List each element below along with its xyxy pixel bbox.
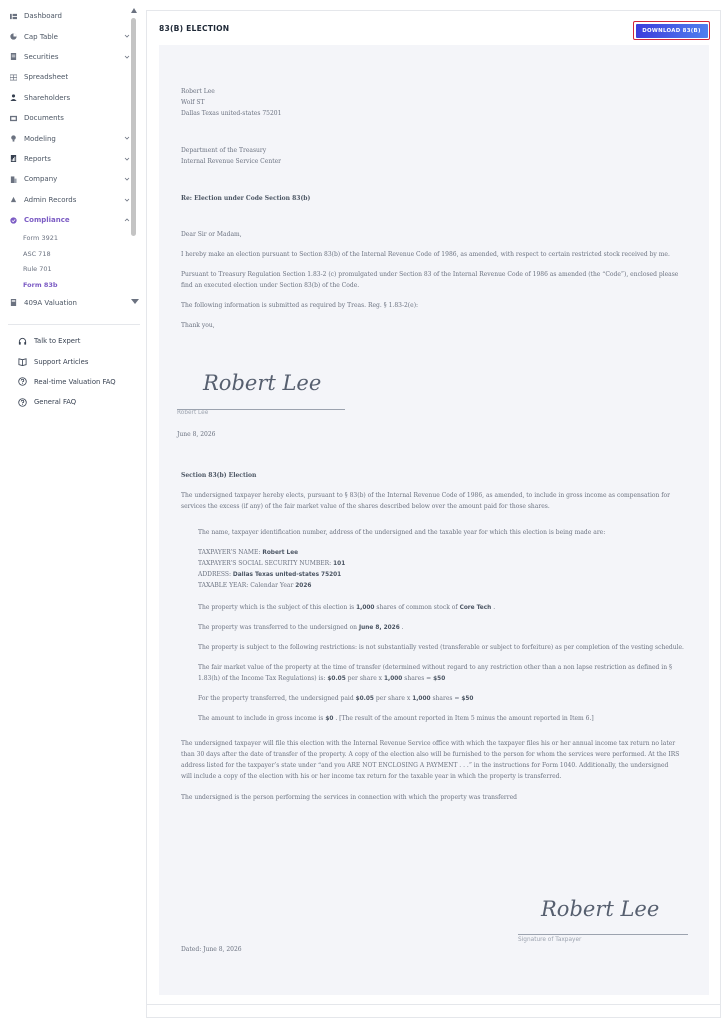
transfer-date: June 8, 2026 (358, 625, 400, 631)
sidebar-item-409a-valuation[interactable] (0, 293, 140, 313)
taxpayer-address-label: ADDRESS: (198, 571, 231, 578)
sender-street: Wolf ST (181, 99, 205, 106)
sidebar (0, 0, 140, 1024)
sidebar-subitem-form-3921[interactable]: Form 3921 (23, 234, 58, 243)
fmv-shares: 1,000 (383, 676, 403, 682)
help-item-support-articles[interactable] (0, 351, 140, 371)
election-item-4: The property is subject to the following restrictions: is not substantially vested (transferable or subject to forfeiture) as per completion of the vesting schedule. (198, 644, 684, 651)
sidebar-item-label: Modeling (24, 134, 56, 143)
per-share-text: per share x (375, 695, 411, 702)
election-item-5-line-2 (198, 674, 445, 685)
sender-city: Dallas Texas united-states 75201 (181, 110, 282, 117)
election-item-3 (198, 623, 404, 634)
sidebar-item-modeling[interactable] (0, 128, 140, 148)
page-title: 83(B) ELECTION (159, 24, 230, 33)
per-share-text: per share x (347, 675, 383, 682)
election-panel (146, 10, 721, 1018)
dashboard-icon (10, 13, 17, 20)
sidebar-item-label: Documents (24, 114, 64, 123)
taxable-year-label: TAXABLE YEAR: Calendar Year (198, 582, 294, 589)
taxpayer-ssn-value: 101 (333, 561, 346, 567)
scroll-down-icon[interactable] (131, 299, 139, 304)
sidebar-item-label: Reports (24, 154, 51, 163)
sidebar-item-dashboard[interactable] (0, 6, 140, 26)
letter-subject: Re: Election under Code Section 83(b) (181, 195, 311, 202)
taxpayer-name-value: Robert Lee (262, 550, 299, 556)
compliance-icon (10, 217, 17, 224)
admin-icon (10, 196, 17, 203)
folder-icon (10, 115, 17, 122)
sidebar-item-label: Shareholders (24, 93, 71, 102)
share-count: 1,000 (356, 605, 375, 611)
letter-paragraph-2-line-2: find an executed election under Section 83(b) of the Code. (181, 282, 360, 289)
sidebar-item-label: Cap Table (24, 32, 58, 41)
letter-date: June 8, 2026 (177, 431, 216, 438)
chevron-down-icon (124, 135, 130, 141)
election-item-7 (198, 714, 594, 725)
scrollbar-thumb[interactable] (131, 18, 136, 236)
help-links (0, 331, 140, 413)
paid-price: $0.05 (355, 696, 374, 702)
signed-name: Robert Lee (177, 410, 209, 416)
help-circle-icon (18, 377, 27, 386)
election-document (159, 45, 709, 995)
taxpayer-ssn-label: TAXPAYER’S SOCIAL SECURITY NUMBER: (198, 560, 332, 567)
panel-footer-divider (147, 1004, 720, 1005)
taxpayer-name-label: TAXPAYER’S NAME: (198, 549, 261, 556)
company-name: Core Tech (459, 605, 492, 611)
letter-paragraph-1: I hereby make an election pursuant to Section 83(b) of the Internal Revenue Code of 1986, as amended, with respect to certain restricted stock received by me. (181, 251, 670, 258)
recipient-line-2: Internal Revenue Service Center (181, 158, 282, 165)
election-intro-line-2: services the excess (if any) of the fair market value of the shares described below over the amount paid for those shares. (181, 503, 550, 510)
taxpayer-signature-line (518, 934, 688, 935)
taxpayer-address-row (198, 570, 341, 581)
chevron-down-icon (124, 54, 130, 60)
filing-line-1: The undersigned taxpayer will file this election with the Internal Revenue Service office with which the taxpayer files his or her annual income tax return no later (181, 740, 676, 747)
item-3-text: The property was transferred to the undersigned on (198, 624, 358, 631)
download-83b-label: DOWNLOAD 83(B) (636, 24, 708, 38)
sidebar-item-label: Securities (24, 52, 59, 61)
item-7-text: The amount to include in gross income is (198, 715, 324, 722)
election-item-1: The name, taxpayer identification number, address of the undersigned and the taxable year for which this election is being made are: (198, 529, 606, 536)
shares-equals-text: shares = (432, 695, 460, 702)
sidebar-nav (0, 6, 140, 313)
letter-closing: Thank you, (181, 322, 215, 329)
book-icon (18, 357, 27, 366)
letter-paragraph-3: The following information is submitted as required by Treas. Reg. § 1.83-2(e): (181, 302, 419, 309)
salutation: Dear Sir or Madam, (181, 231, 242, 238)
paid-shares: 1,000 (412, 696, 431, 702)
document-icon (10, 53, 17, 60)
fmv-total: $50 (433, 676, 446, 682)
item-3-text-end: . (401, 624, 404, 631)
item-6-text: For the property transferred, the undersigned paid (198, 695, 354, 702)
election-heading: Section 83(b) Election (181, 472, 257, 479)
sidebar-item-label: Compliance (24, 216, 70, 225)
person-performing-line: The undersigned is the person performing the services in connection with which the property was transferred (181, 794, 518, 801)
report-icon (10, 155, 17, 162)
fmv-price: $0.05 (327, 676, 346, 682)
taxpayer-ssn-row (198, 559, 345, 570)
sidebar-item-label: Company (24, 175, 58, 184)
chevron-down-icon (124, 176, 130, 182)
item-2-text: The property which is the subject of this election is (198, 604, 355, 611)
item-5-text: 1.83(h) of the Income Tax Regulations) is: (198, 675, 326, 682)
taxpayer-name-row (198, 548, 298, 559)
sender-name: Robert Lee (181, 88, 215, 95)
taxable-year-value: 2026 (295, 583, 312, 589)
paid-total: $50 (461, 696, 474, 702)
item-2-text-mid: shares of common stock of (376, 604, 458, 611)
chevron-down-icon (124, 156, 130, 162)
taxpayer-signature: Robert Lee (541, 897, 660, 921)
download-83b-button[interactable] (633, 21, 710, 40)
gross-income-amount: $0 (325, 716, 334, 722)
sidebar-item-label: 409A Valuation (24, 298, 77, 307)
item-7-text-end: . [The result of the amount reported in Item 5 minus the amount reported in Item 6.] (335, 715, 594, 722)
letter-paragraph-2-line-1: Pursuant to Treasury Regulation Section 1.83-2 (c) promulgated under Section 83 of the Internal Revenue Code of 1986 as amended (the “Code”), enclosed please (181, 271, 679, 278)
item-2-text-end: . (493, 604, 496, 611)
dated-line: Dated: June 8, 2026 (181, 946, 242, 953)
scroll-up-icon[interactable] (131, 8, 137, 13)
help-item-talk-to-expert[interactable] (0, 331, 140, 351)
bulb-icon (10, 135, 17, 142)
recipient-line-1: Department of the Treasury (181, 147, 267, 154)
sidebar-item-spreadsheet[interactable] (0, 67, 140, 87)
letter-signature: Robert Lee (203, 371, 322, 395)
sidebar-item-cap-table[interactable] (0, 26, 140, 46)
valuation-icon (10, 299, 17, 306)
signature-caption: Signature of Taxpayer (518, 937, 582, 943)
person-icon (10, 94, 17, 101)
help-item-label: General FAQ (34, 398, 77, 407)
taxpayer-address-value: Dallas Texas united-states 75201 (232, 572, 342, 578)
sidebar-item-admin-records[interactable] (0, 190, 140, 210)
sidebar-scrollbar[interactable] (131, 8, 137, 308)
sidebar-item-compliance[interactable] (0, 210, 140, 230)
building-icon (10, 176, 17, 183)
sidebar-item-documents[interactable] (0, 108, 140, 128)
help-circle-icon (18, 398, 27, 407)
sidebar-subitem-form-83b[interactable]: Form 83b (23, 280, 58, 289)
filing-line-4: will include a copy of the election with his or her income tax return for the taxable year in which the property is transferred. (181, 773, 562, 780)
filing-line-3: address listed for the taxpayer’s state under “and you ARE NOT ENCLOSING A PAYMENT . . .” in the instructions for Form 1040. Additionally, the undersigned (181, 762, 669, 769)
grid-icon (10, 74, 17, 81)
election-intro-line-1: The undersigned taxpayer hereby elects, pursuant to § 83(b) of the Internal Revenue Code of 1986, as amended, to include in gross income as compensation for (181, 492, 670, 499)
sidebar-item-shareholders[interactable] (0, 88, 140, 108)
sidebar-item-label: Admin Records (24, 195, 77, 204)
sidebar-item-label: Dashboard (24, 12, 62, 21)
sidebar-divider (8, 324, 140, 325)
help-item-label: Talk to Expert (34, 337, 81, 346)
taxable-year-row (198, 581, 311, 592)
election-item-2 (198, 603, 495, 614)
chevron-up-icon (124, 217, 130, 223)
sidebar-subitem-rule-701[interactable]: Rule 701 (23, 265, 52, 274)
shares-equals-text: shares = (404, 675, 432, 682)
filing-line-2: than 30 days after the date of transfer of the property. A copy of the election also will be furnished to the person for whom the services were performed. At the IRS (181, 751, 680, 758)
sidebar-item-label: Spreadsheet (24, 73, 69, 82)
sidebar-item-reports[interactable] (0, 149, 140, 169)
sidebar-subitem-asc-718[interactable]: ASC 718 (23, 249, 51, 258)
help-item-realtime-valuation-faq[interactable] (0, 372, 140, 392)
chevron-down-icon (124, 33, 130, 39)
sidebar-item-securities[interactable] (0, 47, 140, 67)
help-item-label: Support Articles (34, 357, 89, 366)
help-item-general-faq[interactable] (0, 392, 140, 412)
pie-chart-icon (10, 33, 17, 40)
election-item-5-line-1: The fair market value of the property at the time of transfer (determined without regard to any restriction other than a non lapse restriction as defined in § (198, 664, 672, 671)
help-item-label: Real-time Valuation FAQ (34, 377, 116, 386)
election-item-6 (198, 694, 473, 705)
sidebar-item-company[interactable] (0, 169, 140, 189)
headset-icon (18, 337, 27, 346)
chevron-down-icon (124, 197, 130, 203)
